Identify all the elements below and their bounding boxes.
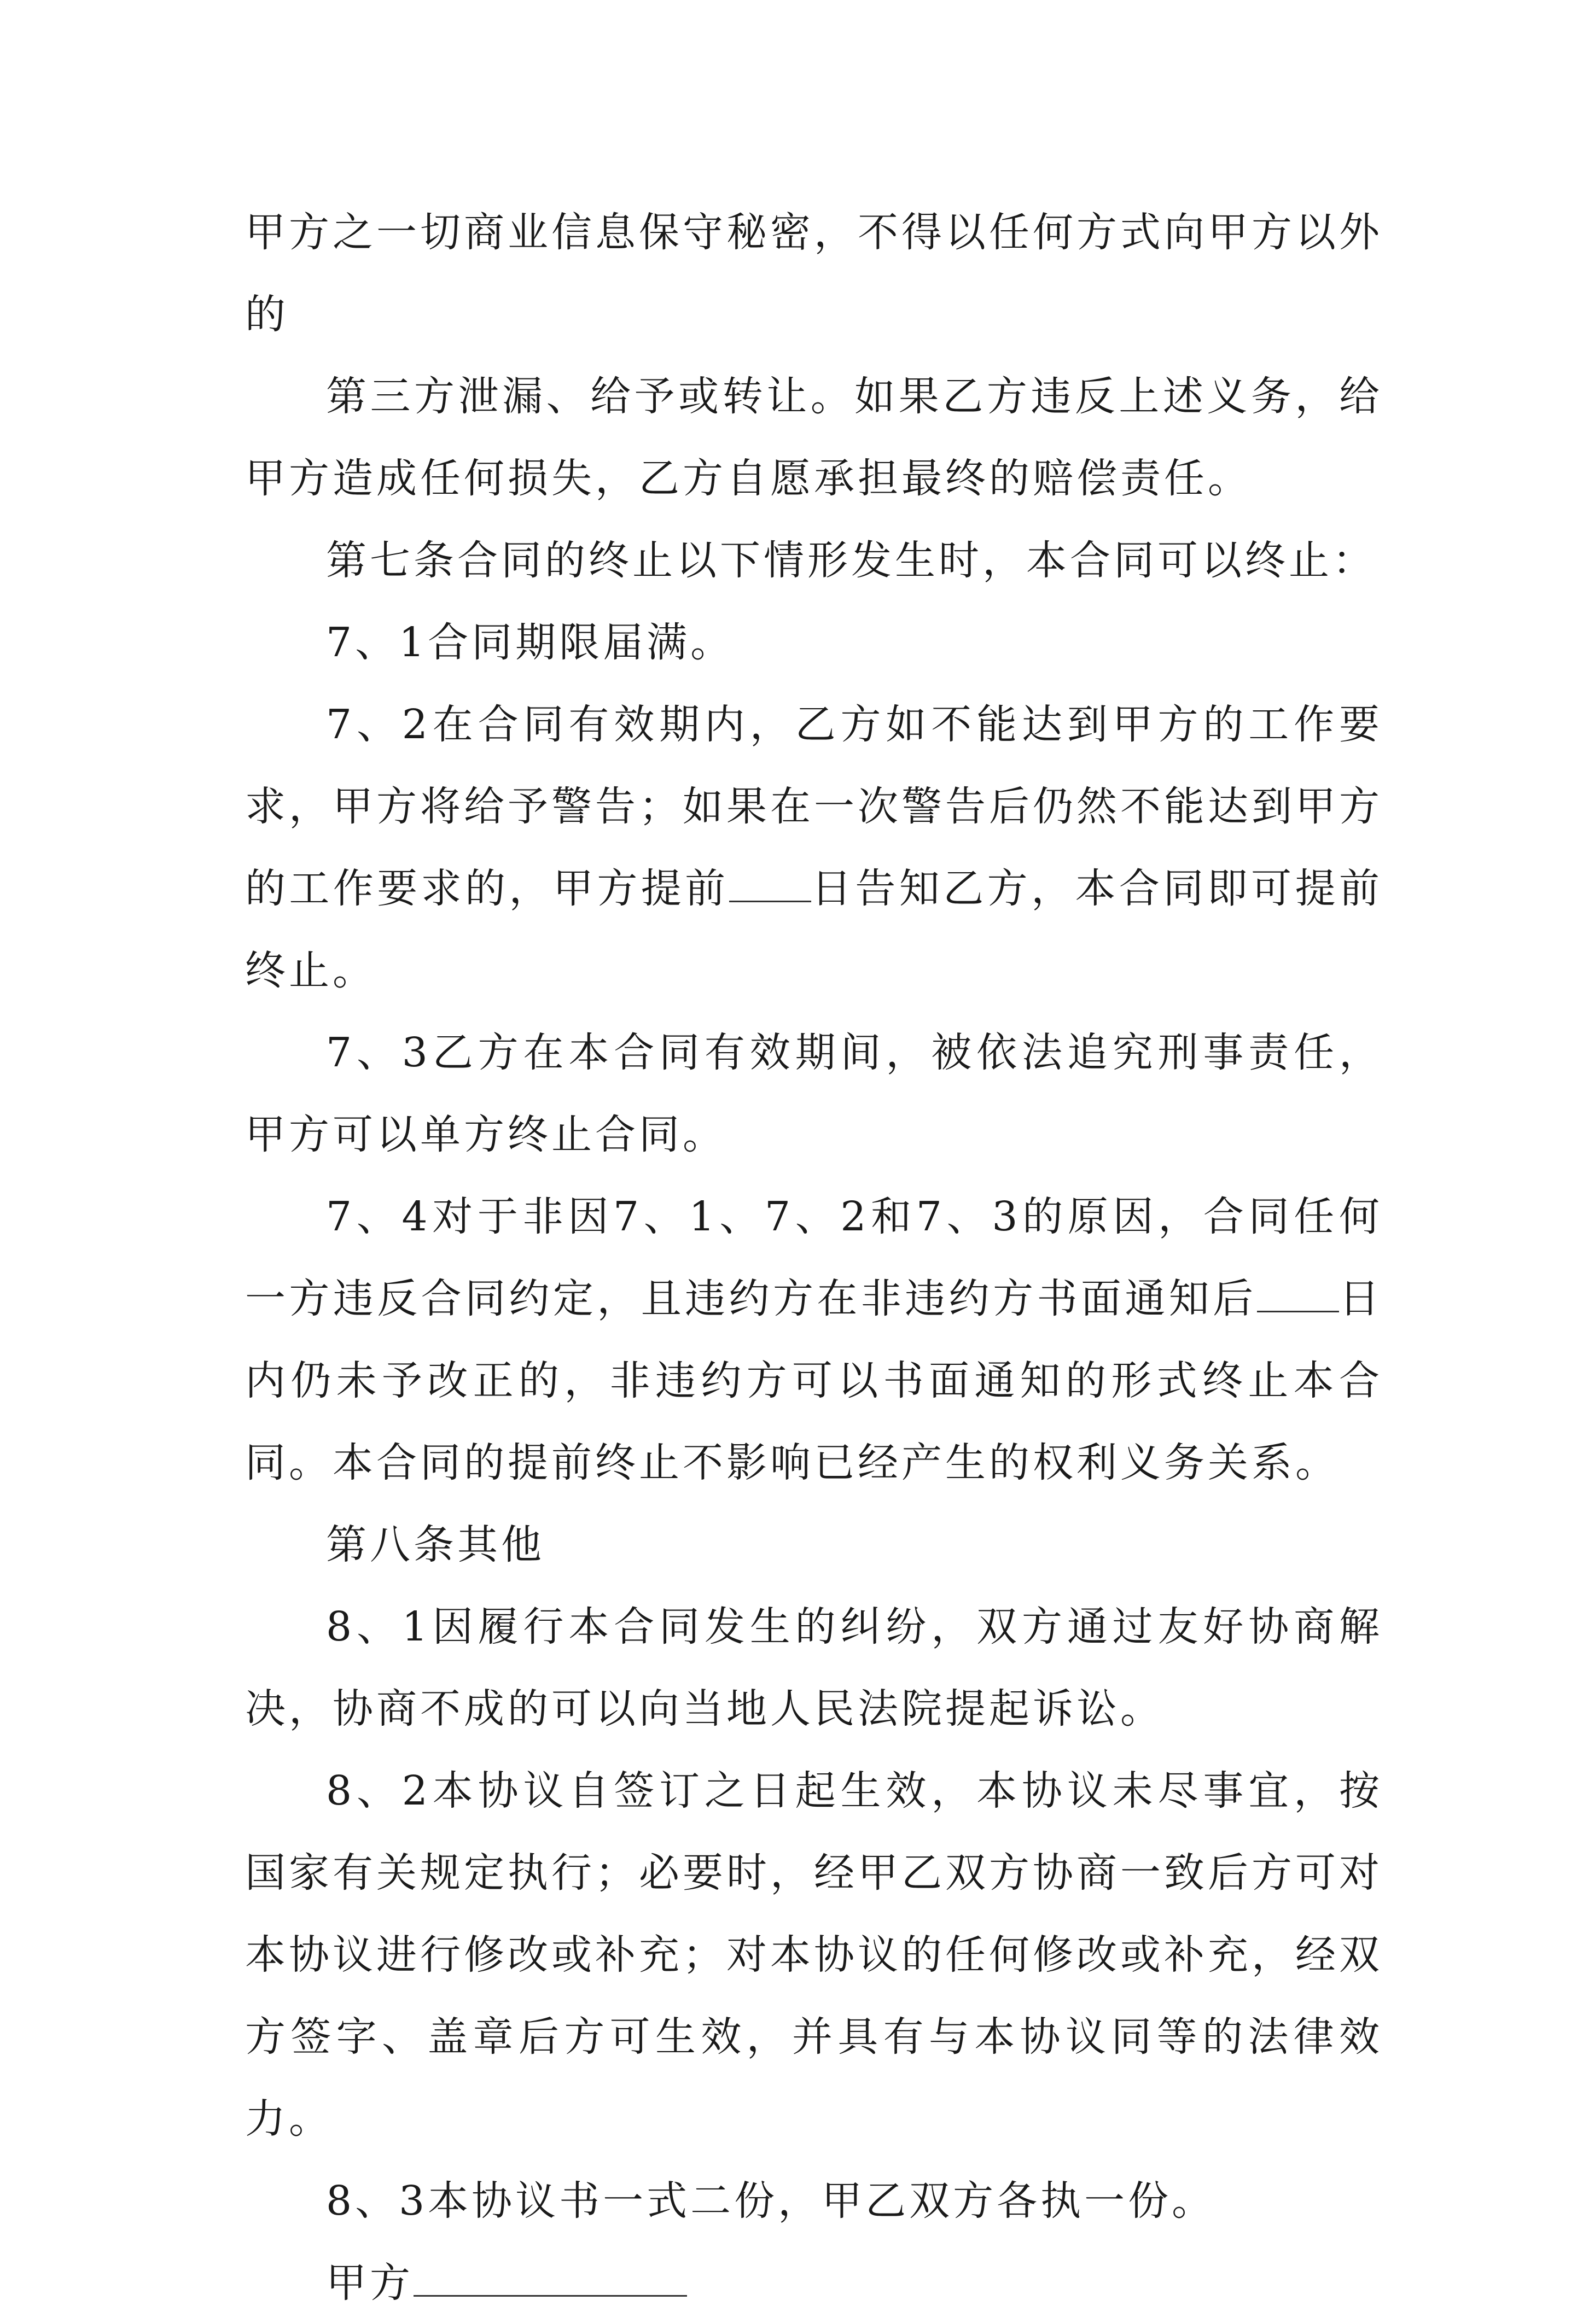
party-a-label: 甲方	[326, 2259, 414, 2307]
clause-7-2-text-after: 日告知乙方，本合同即可提前终止。	[245, 865, 1383, 994]
cure-days-blank[interactable]	[1257, 1278, 1339, 1312]
party-a-signature-blank[interactable]	[414, 2262, 687, 2297]
paragraph-confidentiality-continued: 第三方泄漏、给予或转让。如果乙方违反上述义务，给甲方造成任何损失，乙方自愿承担最终的赔偿责任。	[245, 373, 1383, 502]
article-7-heading: 第七条合同的终止以下情形发生时，本合同可以终止：	[326, 537, 1376, 584]
clause-7-2	[245, 684, 1383, 1012]
document-body	[245, 191, 1383, 2324]
clause-7-4	[245, 1176, 1383, 1504]
clause-8-1: 8、1因履行本合同发生的纠纷，双方通过友好协商解决，协商不成的可以向当地人民法院提起诉讼。	[245, 1603, 1383, 1732]
article-8-heading: 第八条其他	[326, 1521, 545, 1568]
clause-8-3: 8、3本协议书一式二份，甲乙双方各执一份。	[326, 2177, 1216, 2224]
notice-days-blank[interactable]	[729, 868, 811, 902]
paragraph-confidentiality-start: 甲方之一切商业信息保守秘密，不得以任何方式向甲方以外的	[245, 209, 1383, 338]
party-a-signature-line	[245, 2242, 1383, 2324]
clause-7-4-text-before: 7、4对于非因7、1、7、2和7、3的原因，合同任何一方违反合同约定，且违约方在非违约方书面通知后	[245, 1193, 1383, 1322]
clause-7-3: 7、3乙方在本合同有效期间，被依法追究刑事责任，甲方可以单方终止合同。	[245, 1029, 1383, 1158]
clause-7-1: 7、1合同期限届满。	[326, 619, 735, 666]
clause-7-2-text-before: 7、2在合同有效期内，乙方如不能达到甲方的工作要求，甲方将给予警告；如果在一次警告后仍然不能达到甲方的工作要求的，甲方提前	[245, 701, 1383, 912]
clause-7-4-text-after: 日内仍未予改正的，非违约方可以书面通知的形式终止本合同。本合同的提前终止不影响已经产生的权利义务关系。	[245, 1275, 1383, 1486]
clause-8-2: 8、2本协议自签订之日起生效，本协议未尽事宜，按国家有关规定执行；必要时，经甲乙双方协商一致后方可对本协议进行修改或补充；对本协议的任何修改或补充，经双方签字、盖章后方可生效，并具有与本协议同等的法律效力。	[245, 1767, 1383, 2142]
